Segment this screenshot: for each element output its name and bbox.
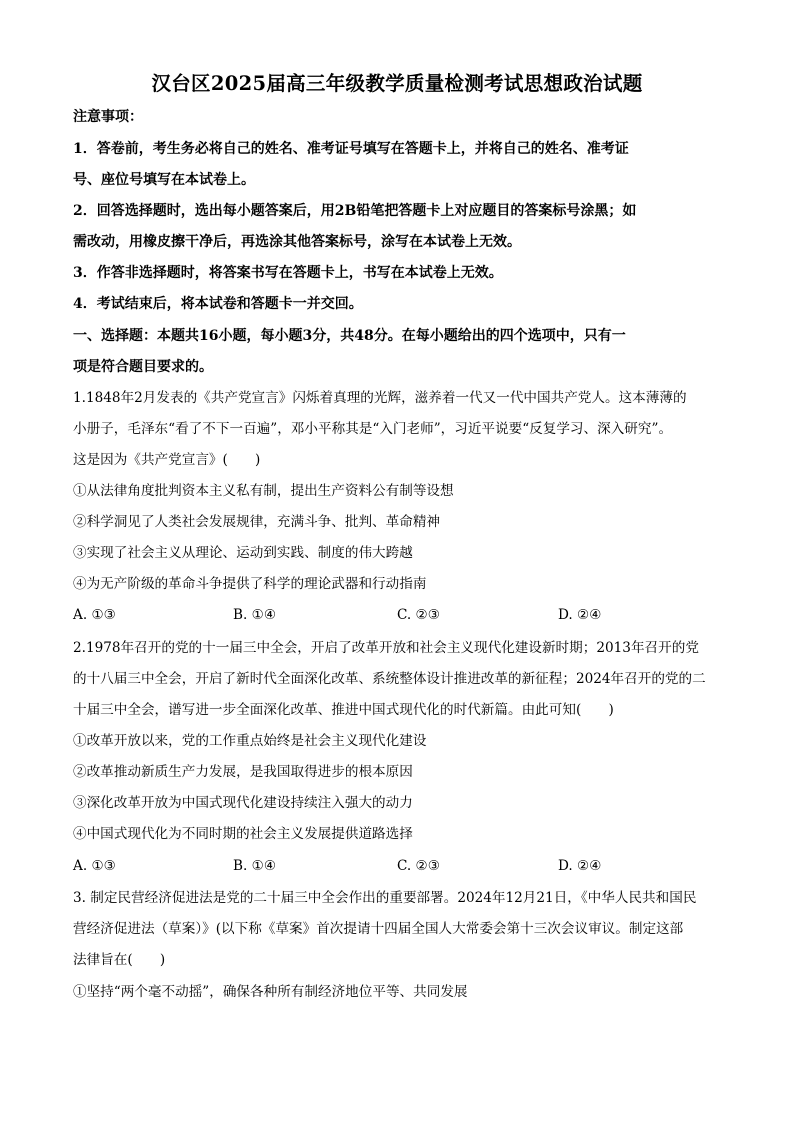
question-1-option-b: B. ①④ — [233, 607, 277, 623]
notice-line-2: 号、座位号填写在本试卷上。 — [73, 172, 255, 188]
notice-line-1: 1．答卷前，考生务必将自己的姓名、准考证号填写在答题卡上，并将自己的姓名、准考证 — [73, 141, 629, 157]
question-1-statement-3: ③实现了社会主义从理论、运动到实践、制度的伟大跨越 — [73, 545, 413, 561]
notice-line-3: 2．回答选择题时，选出每小题答案后，用2B铅笔把答题卡上对应题目的答案标号涂黑；如 — [73, 203, 637, 219]
question-2-option-b: B. ①④ — [233, 858, 277, 874]
section-heading-line-2: 项是符合题目要求的。 — [73, 359, 213, 375]
question-3-stem-line-3: 法律旨在( ) — [73, 952, 166, 968]
question-2-stem-line-2: 的十八届三中全会，开启了新时代全面深化改革、系统整体设计推进改革的新征程；2024年召开的党的二 — [73, 671, 706, 687]
question-2-stem-line-1: 2.1978年召开的党的十一届三中全会，开启了改革开放和社会主义现代化建设新时期；2013年召开的党 — [73, 640, 699, 656]
question-3-statement-1: ①坚持“两个毫不动摇”，确保各种所有制经济地位平等、共同发展 — [73, 984, 468, 1000]
question-2-option-a: A. ①③ — [73, 858, 116, 874]
section-heading-line-1: 一、选择题：本题共16小题，每小题3分，共48分。在每小题给出的四个选项中，只有一 — [73, 328, 626, 344]
notice-line-5: 3．作答非选择题时，将答案书写在答题卡上，书写在本试卷上无效。 — [73, 265, 503, 281]
question-1-stem-line-3: 这是因为《共产党宣言》( ) — [73, 452, 261, 468]
question-1-statement-1: ①从法律角度批判资本主义私有制，提出生产资料公有制等设想 — [73, 483, 454, 499]
notice-heading: 注意事项： — [73, 109, 143, 125]
question-1-stem-line-1: 1.1848年2月发表的《共产党宣言》闪烁着真理的光辉，滋养着一代又一代中国共产党人。这本薄薄的 — [73, 390, 687, 406]
question-3-stem-line-2: 营经济促进法（草案）》(以下称《草案》首次提请十四届全国人大常委会第十三次会议审议。制定这部 — [73, 921, 684, 937]
notice-line-4: 需改动，用橡皮擦干净后，再选涂其他答案标号，涂写在本试卷上无效。 — [73, 234, 521, 250]
question-1-statement-4: ④为无产阶级的革命斗争提供了科学的理论武器和行动指南 — [73, 576, 427, 592]
question-1-stem-line-2: 小册子，毛泽东“看了不下一百遍”，邓小平称其是“入门老师”，习近平说要“反复学习、深入研究”。 — [73, 421, 673, 437]
question-1-statement-2: ②科学洞见了人类社会发展规律，充满斗争、批判、革命精神 — [73, 514, 441, 530]
notice-line-6: 4．考试结束后，将本试卷和答题卡一并交回。 — [73, 296, 363, 312]
question-1-option-c: C. ②③ — [397, 607, 440, 623]
question-3-stem-line-1: 3. 制定民营经济促进法是党的二十届三中全会作出的重要部署。2024年12月21日，《中华人民共和国民 — [73, 890, 697, 906]
question-2-statement-4: ④中国式现代化为不同时期的社会主义发展提供道路选择 — [73, 826, 413, 842]
question-2-stem-line-3: 十届三中全会，谱写进一步全面深化改革、推进中国式现代化的时代新篇。由此可知( ) — [73, 702, 614, 718]
question-2-statement-3: ③深化改革开放为中国式现代化建设持续注入强大的动力 — [73, 795, 413, 811]
question-2-option-d: D. ②④ — [558, 858, 602, 874]
question-2-statement-2: ②改革推动新质生产力发展，是我国取得进步的根本原因 — [73, 764, 413, 780]
page-title: 汉台区2025届高三年级教学质量检测考试思想政治试题 — [151, 72, 643, 95]
question-2-option-c: C. ②③ — [397, 858, 440, 874]
question-2-statement-1: ①改革开放以来，党的工作重点始终是社会主义现代化建设 — [73, 733, 427, 749]
question-1-option-a: A. ①③ — [73, 607, 116, 623]
question-1-option-d: D. ②④ — [558, 607, 602, 623]
